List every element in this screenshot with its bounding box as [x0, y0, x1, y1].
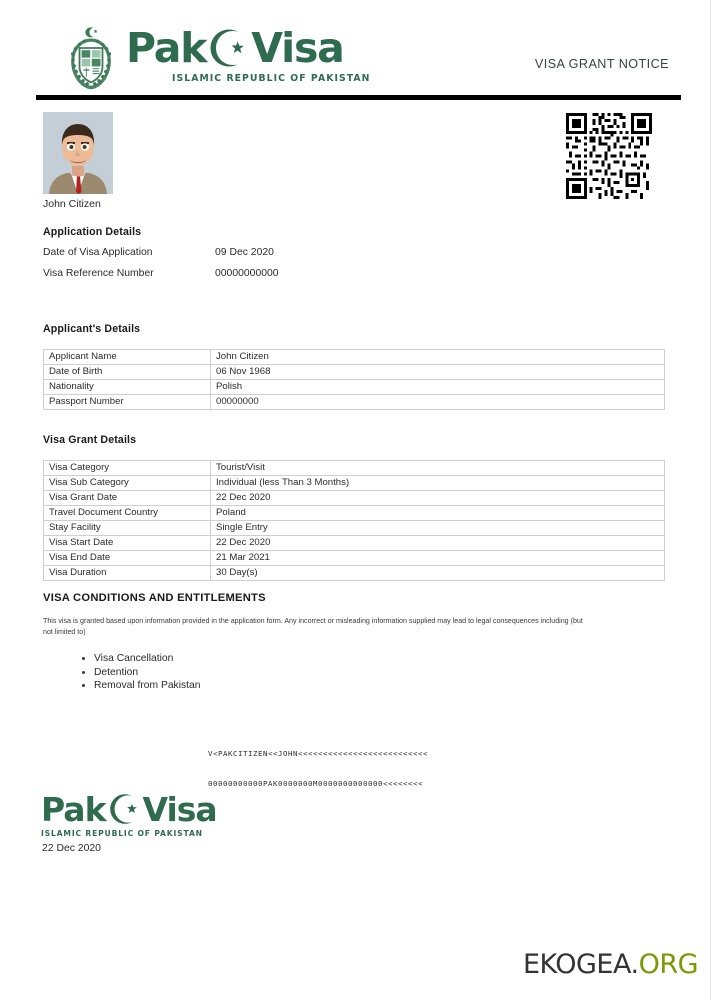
field-value: 00000000000 — [215, 268, 279, 279]
footer-wordmark-visa: Visa — [142, 789, 217, 829]
list-item: Removal from Pakistan — [94, 680, 201, 692]
footer-brand-subtitle: ISLAMIC REPUBLIC OF PAKISTAN — [41, 829, 203, 838]
wordmark — [126, 24, 370, 72]
field-value: John Citizen — [216, 351, 269, 362]
document-header — [0, 0, 711, 98]
mrz-line-1: V<PAKCITIZEN<<JOHN<<<<<<<<<<<<<<<<<<<<<<<<<< — [208, 749, 428, 758]
watermark-secondary: ORG — [638, 949, 698, 980]
field-label: Visa Duration — [44, 566, 211, 580]
table-row — [44, 566, 664, 581]
field-label: Visa Reference Number — [43, 268, 154, 279]
table-row — [44, 350, 664, 365]
list-item: Visa Cancellation — [94, 652, 200, 666]
table-row — [44, 476, 664, 491]
field-value: 06 Nov 1968 — [216, 366, 271, 377]
field-label: Visa End Date — [44, 551, 211, 565]
table-row — [44, 521, 664, 536]
field-value: 21 Mar 2021 — [216, 552, 270, 563]
visa-conditions-heading: VISA CONDITIONS AND ENTITLEMENTS — [43, 592, 266, 604]
issue-date: 22 Dec 2020 — [42, 843, 101, 854]
field-label: Applicant Name — [44, 350, 211, 364]
field-value: Poland — [216, 507, 246, 518]
table-row — [44, 491, 664, 506]
footer-wordmark-pak: Pak — [41, 789, 106, 829]
applicant-details-heading: Applicant's Details — [43, 323, 141, 335]
field-label: Passport Number — [44, 395, 211, 409]
field-label: Stay Facility — [44, 521, 211, 535]
site-watermark — [523, 949, 698, 980]
crescent-star-icon — [209, 28, 249, 68]
pakistan-state-emblem-icon — [62, 24, 120, 90]
field-label: Date of Birth — [44, 365, 211, 379]
header-divider-rule — [36, 95, 681, 100]
field-value: Polish — [216, 381, 243, 392]
application-details-heading: Application Details — [43, 226, 142, 238]
machine-readable-zone — [208, 729, 428, 809]
table-row — [44, 551, 664, 566]
table-row — [44, 365, 664, 380]
table-row — [44, 380, 664, 395]
field-value: 09 Dec 2020 — [215, 247, 274, 258]
field-label: Visa Sub Category — [44, 476, 211, 490]
field-label: Date of Visa Application — [43, 247, 153, 258]
field-value: 00000000 — [216, 396, 259, 407]
list-item: Detention — [94, 666, 200, 680]
applicant-photo — [43, 112, 113, 194]
field-value: 22 Dec 2020 — [216, 492, 271, 503]
crescent-star-icon — [109, 793, 141, 825]
pakvisa-logo-footer — [41, 790, 217, 838]
field-value: 30 Day(s) — [216, 567, 258, 578]
watermark-primary: EKOGEA. — [522, 949, 639, 980]
applicant-photo-caption: John Citizen — [43, 198, 101, 210]
table-row — [44, 461, 664, 476]
field-label: Travel Document Country — [44, 506, 211, 520]
wordmark-pak: Pak — [126, 23, 207, 72]
table-row — [44, 395, 664, 410]
pakvisa-logo-header — [62, 24, 370, 90]
document-title: VISA GRANT NOTICE — [534, 57, 669, 71]
qr-code — [566, 113, 652, 199]
visa-conditions-paragraph: This visa is granted based upon information provided in the application form. Any incorrect or misleading information supplied may lead to legal consequences including (but not limited to) — [43, 617, 583, 636]
brand-subtitle: ISLAMIC REPUBLIC OF PAKISTAN — [172, 73, 371, 84]
visa-grant-details-table — [43, 460, 665, 581]
visa-grant-details-heading: Visa Grant Details — [43, 434, 137, 446]
applicant-details-table — [43, 349, 665, 410]
field-value: Individual (less Than 3 Months) — [216, 477, 350, 488]
wordmark-visa: Visa — [251, 23, 344, 72]
footer-wordmark — [41, 790, 217, 828]
mrz-line-2: 00000000000PAK0000000M0000000000000<<<<<<<< — [208, 779, 423, 788]
field-value: 22 Dec 2020 — [216, 537, 271, 548]
field-label: Visa Start Date — [44, 536, 211, 550]
field-value: Tourist/Visit — [216, 462, 265, 473]
table-row — [44, 536, 664, 551]
visa-conditions-list — [72, 652, 200, 693]
field-label: Visa Category — [44, 461, 211, 475]
table-row — [44, 506, 664, 521]
field-label: Nationality — [44, 380, 211, 394]
brand-text-block — [126, 24, 370, 84]
field-value: Single Entry — [216, 522, 268, 533]
field-label: Visa Grant Date — [44, 491, 211, 505]
